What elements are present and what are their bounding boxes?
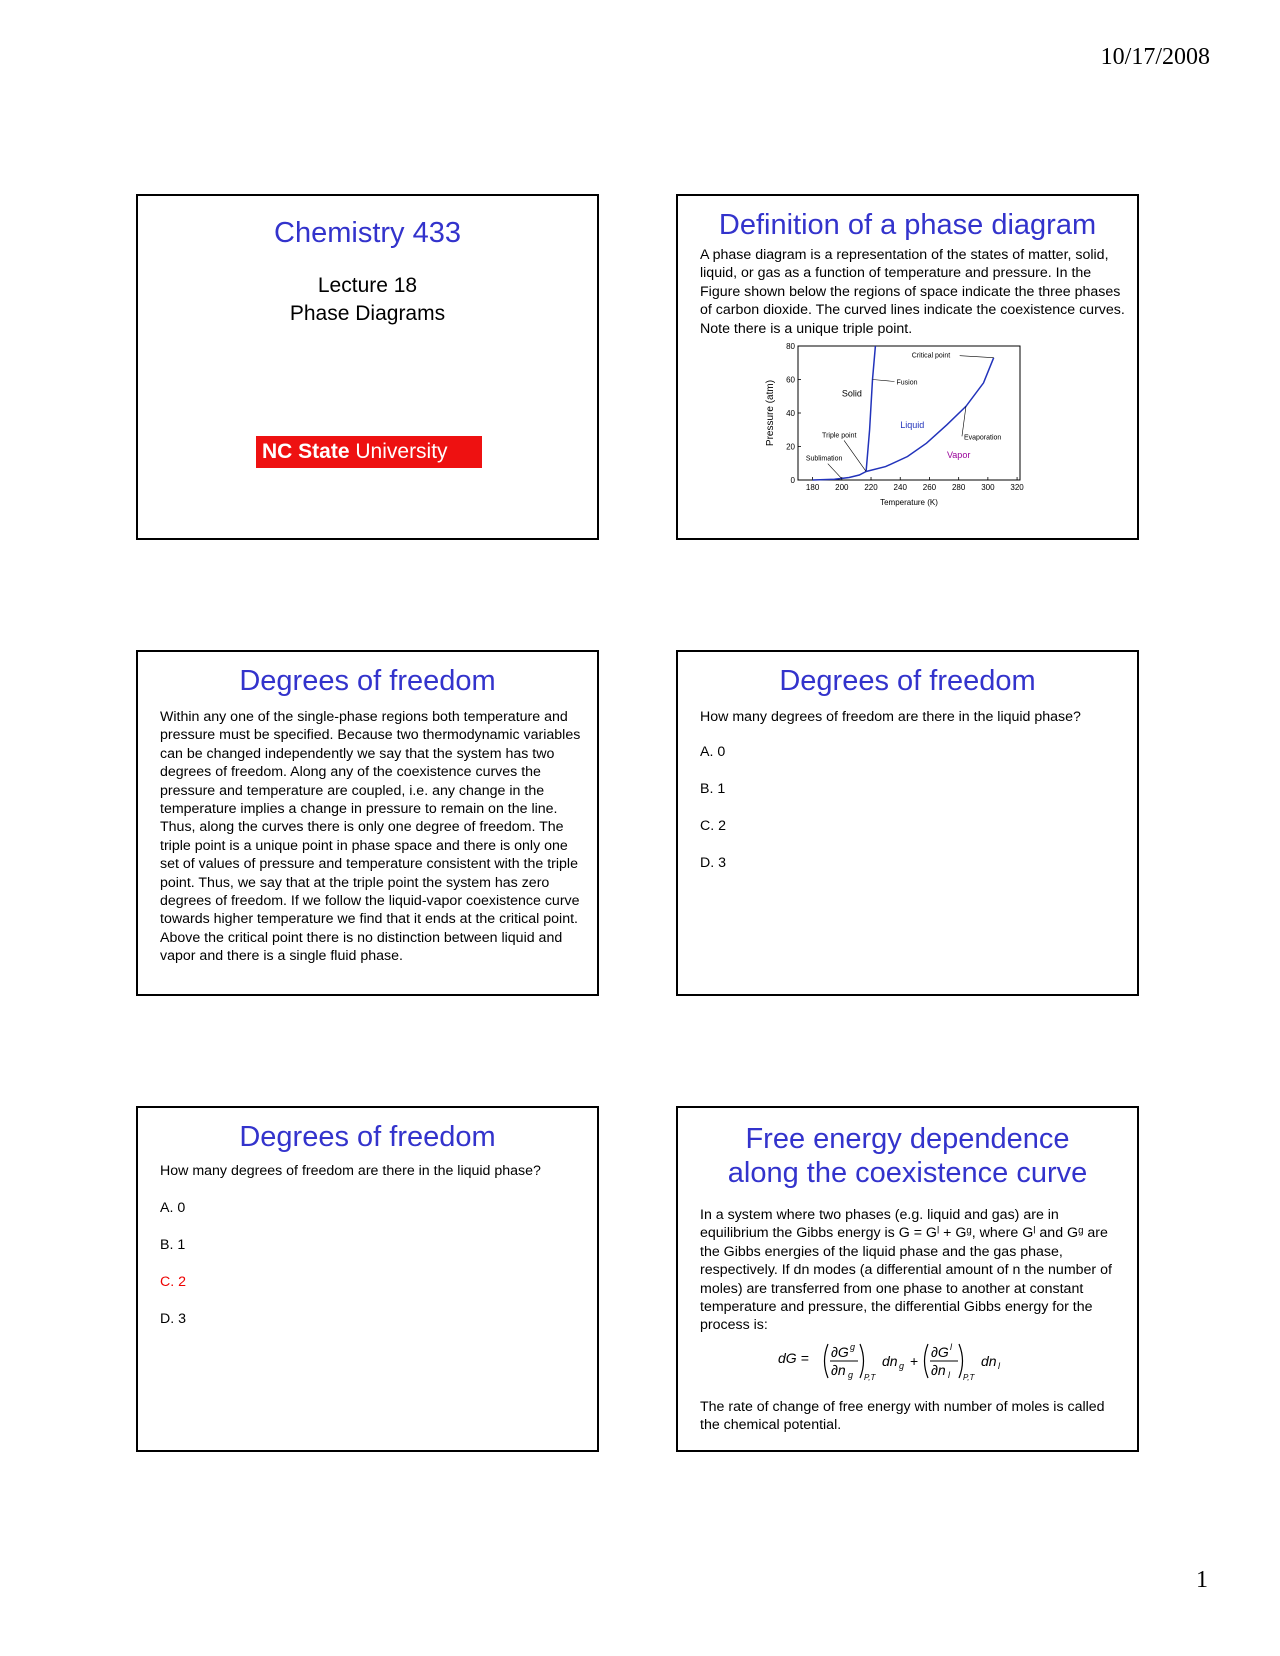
question-text: How many degrees of freedom are there in the liquid phase? [160, 1163, 541, 1179]
formula-den-2: ∂n [931, 1362, 946, 1378]
x-tick-label: 300 [981, 483, 995, 492]
annotation-pointer-4 [828, 464, 842, 479]
slide-heading [678, 1122, 1137, 1190]
y-tick-label: 80 [786, 342, 795, 351]
slide-title [136, 194, 599, 540]
formula-lhs: dG = [778, 1350, 809, 1366]
paren-right-1 [860, 1344, 864, 1378]
annotation-critical-point: Critical point [911, 352, 951, 360]
coexistence-curve-2 [866, 346, 875, 472]
annotation-pointer-2 [872, 380, 894, 382]
co2-phase-diagram [758, 338, 1058, 528]
heading-line-1: Free energy dependence [745, 1123, 1070, 1155]
slide-heading: Degrees of freedom [779, 665, 1036, 697]
x-tick-label: 240 [893, 483, 907, 492]
annotation-evaporation: Evaporation [963, 434, 1002, 442]
formula-plus: + [910, 1353, 919, 1369]
slide-phase-diagram-definition [676, 194, 1139, 540]
slide-body-text: In a system where two phases (e.g. liquid and gas) are in equilibrium the Gibbs energy is G = Gˡ + Gᵍ, where Gˡ and Gᵍ are the Gibbs energies of the liquid phase and the gas phase, respectively. If dn modes (a differential amount of n the number of moles) are transferred from one phase to another at constant temperature and pressure, the differential Gibbs energy for the process is: [700, 1207, 1112, 1334]
region-label-liquid: Liquid [900, 420, 925, 431]
y-tick-label: 40 [786, 409, 795, 418]
y-tick-label: 60 [786, 375, 795, 385]
formula-num-1: ∂G [831, 1344, 849, 1360]
heading-line-2: along the coexistence curve [727, 1157, 1088, 1189]
x-tick-label: 200 [835, 483, 849, 492]
course-title: Chemistry 433 [274, 217, 461, 249]
formula-densub-1: g [848, 1370, 854, 1380]
formula-dnsub-1: g [899, 1361, 905, 1371]
formula-dn-2: dn [981, 1353, 997, 1369]
y-tick-label: 0 [790, 476, 795, 485]
annotation-sublimation: Sublimation [805, 455, 843, 463]
x-tick-label: 180 [805, 483, 820, 492]
chemical-potential-text: The rate of change of free energy with number of moles is called the chemical potential. [700, 1399, 1105, 1434]
question-text: How many degrees of freedom are there in the liquid phase? [700, 709, 1081, 725]
answer-option-d: D. 3 [160, 1311, 187, 1327]
page-number: 1 [1196, 1567, 1208, 1593]
gibbs-differential-formula [778, 1340, 1058, 1382]
slide-degrees-of-freedom-question [676, 650, 1139, 996]
y-tick-label: 20 [786, 442, 795, 452]
slide-degrees-of-freedom-answer [136, 1106, 599, 1452]
annotation-pointer-1 [960, 356, 994, 358]
logo-bold-text: NC State [262, 440, 350, 463]
ncsu-logo [256, 436, 482, 468]
formula-den-1: ∂n [831, 1362, 846, 1378]
answer-option-c: C. 2 [700, 818, 727, 834]
coexistence-curve-3 [866, 358, 994, 472]
x-axis-label: Temperature (K) [880, 498, 938, 507]
x-tick-label: 260 [922, 483, 937, 492]
formula-dnsub-2: l [998, 1361, 1000, 1371]
logo-regular-text: University [355, 440, 448, 463]
x-tick-label: 220 [864, 483, 878, 492]
annotation-triple-point: Triple point [822, 432, 857, 440]
annotation-pointer-3 [844, 440, 866, 471]
formula-sup-2: l [950, 1342, 952, 1352]
y-axis-label: Pressure (atm) [765, 379, 776, 447]
slide-body-text: Within any one of the single-phase regions both temperature and pressure must be specified. Because two thermodynamic variables can be changed independently we say that the system has two degrees of freedom. Along any of the coexistence curves the pressure and temperature are coupled, i.e. any change in the temperature implies a change in pressure to remain on the line. Thus, along the curves there is only one degree of freedom. The triple point is a unique point in phase space and there is only one set of values of pressure and temperature consistent with the triple point. Thus, we say that at the triple point the system has zero degrees of freedom. If we follow the liquid-vapor coexistence curve towards higher temperature we find that it ends at the critical point. Above the critical point there is no distinction between liquid and vapor and there is a single fluid phase. [160, 709, 581, 965]
slide-degrees-of-freedom-explanation [136, 650, 599, 996]
answer-option-b: B. 1 [160, 1237, 186, 1253]
formula-dn-1: dn [882, 1353, 898, 1369]
paren-left-1 [825, 1344, 829, 1378]
formula-densub-2: l [948, 1370, 950, 1380]
x-tick-label: 280 [951, 483, 966, 492]
annotation-pointer-5 [962, 406, 966, 436]
annotation-fusion: Fusion [896, 379, 918, 387]
page-date: 10/17/2008 [1100, 44, 1210, 70]
answer-option-a: A. 0 [160, 1200, 186, 1216]
slide-body-text: A phase diagram is a representation of the states of matter, solid, liquid, or gas as a function of temperature and pressure. In the Figure shown below the regions of space indicate the three phases of carbon dioxide. The curved lines indicate the coexistence curves. Note there is a unique triple point. [700, 247, 1125, 337]
formula-sup-1: g [850, 1342, 856, 1352]
formula-sub-2: P,T [963, 1373, 975, 1382]
lecture-topic: Phase Diagrams [289, 302, 446, 325]
answer-option-d: D. 3 [700, 855, 727, 871]
formula-num-2: ∂G [931, 1344, 949, 1360]
answer-option-a: A. 0 [700, 744, 726, 760]
slide-free-energy-dependence [676, 1106, 1139, 1452]
answer-option-b: B. 1 [700, 781, 726, 797]
slide-heading: Degrees of freedom [239, 1121, 496, 1153]
paren-left-2 [925, 1344, 929, 1378]
formula-sub-1: P,T [864, 1373, 876, 1382]
slide-heading: Definition of a phase diagram [718, 209, 1097, 241]
region-label-solid: Solid [841, 388, 862, 399]
paren-right-2 [959, 1344, 963, 1378]
region-label-vapor: Vapor [946, 450, 971, 461]
slide-heading: Degrees of freedom [239, 665, 496, 697]
answer-option-c-correct: C. 2 [160, 1274, 187, 1290]
lecture-number: Lecture 18 [317, 274, 418, 297]
x-tick-label: 320 [1010, 483, 1024, 492]
